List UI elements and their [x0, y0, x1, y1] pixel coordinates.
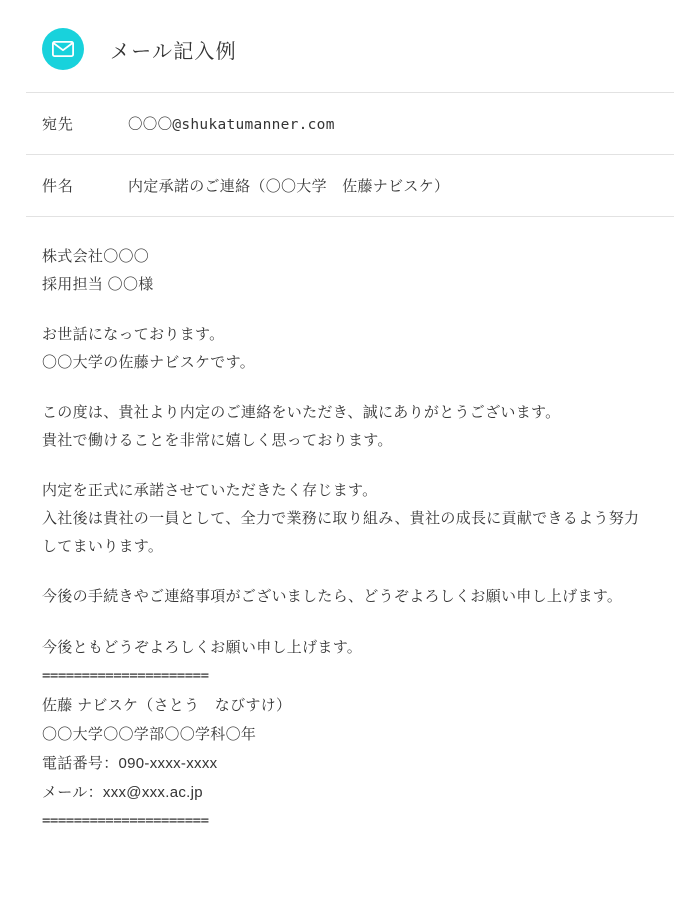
- signature-rule-top: =====================: [42, 668, 209, 684]
- signature-closing: 今後ともどうぞよろしくお願い申し上げます。: [42, 639, 363, 656]
- signature-name: 佐藤 ナビスケ（さとう なびすけ）: [42, 697, 292, 714]
- paragraph-acceptance: [42, 477, 652, 561]
- body-line: 株式会社〇〇〇: [42, 248, 150, 265]
- mail-body: [0, 217, 700, 846]
- body-line: 採用担当 〇〇様: [42, 276, 154, 293]
- body-line: 〇〇大学の佐藤ナビスケです。: [42, 354, 256, 371]
- paragraph-greeting: [42, 321, 652, 377]
- signature-block: [42, 633, 652, 836]
- signature-rule-bottom: =====================: [42, 813, 209, 829]
- envelope-icon: [42, 28, 84, 70]
- field-recipient-label: 宛先: [42, 116, 74, 133]
- field-subject-label: 件名: [42, 178, 74, 195]
- signature-school: 〇〇大学〇〇学部〇〇学科〇年: [42, 726, 257, 743]
- signature-email: メール：xxx@xxx.ac.jp: [42, 784, 203, 801]
- page-title: メール記入例: [110, 40, 237, 63]
- body-line: 貴社で働けることを非常に嬉しく思っております。: [42, 432, 393, 449]
- card-header: [0, 0, 700, 92]
- body-line: 入社後は貴社の一員として、全力で業務に取り組み、貴社の成長に貢献できるよう努力してまいります。: [42, 510, 640, 555]
- field-subject-value: 内定承諾のご連絡（〇〇大学 佐藤ナビスケ）: [128, 178, 450, 195]
- body-line: この度は、貴社より内定のご連絡をいただき、誠にありがとうございます。: [42, 404, 561, 421]
- field-subject: [0, 155, 700, 216]
- paragraph-greeting-address: [42, 243, 652, 299]
- body-line: 今後の手続きやご連絡事項がございましたら、どうぞよろしくお願い申し上げます。: [42, 588, 623, 605]
- body-line: 内定を正式に承諾させていただきたく存じます。: [42, 482, 378, 499]
- field-recipient: [0, 93, 700, 154]
- signature-phone: 電話番号：090-xxxx-xxxx: [42, 755, 218, 772]
- paragraph-thanks: [42, 399, 652, 455]
- field-recipient-value: 〇〇〇@shukatumanner.com: [128, 117, 335, 133]
- paragraph-next-steps: [42, 583, 652, 611]
- body-line: お世話になっております。: [42, 326, 225, 343]
